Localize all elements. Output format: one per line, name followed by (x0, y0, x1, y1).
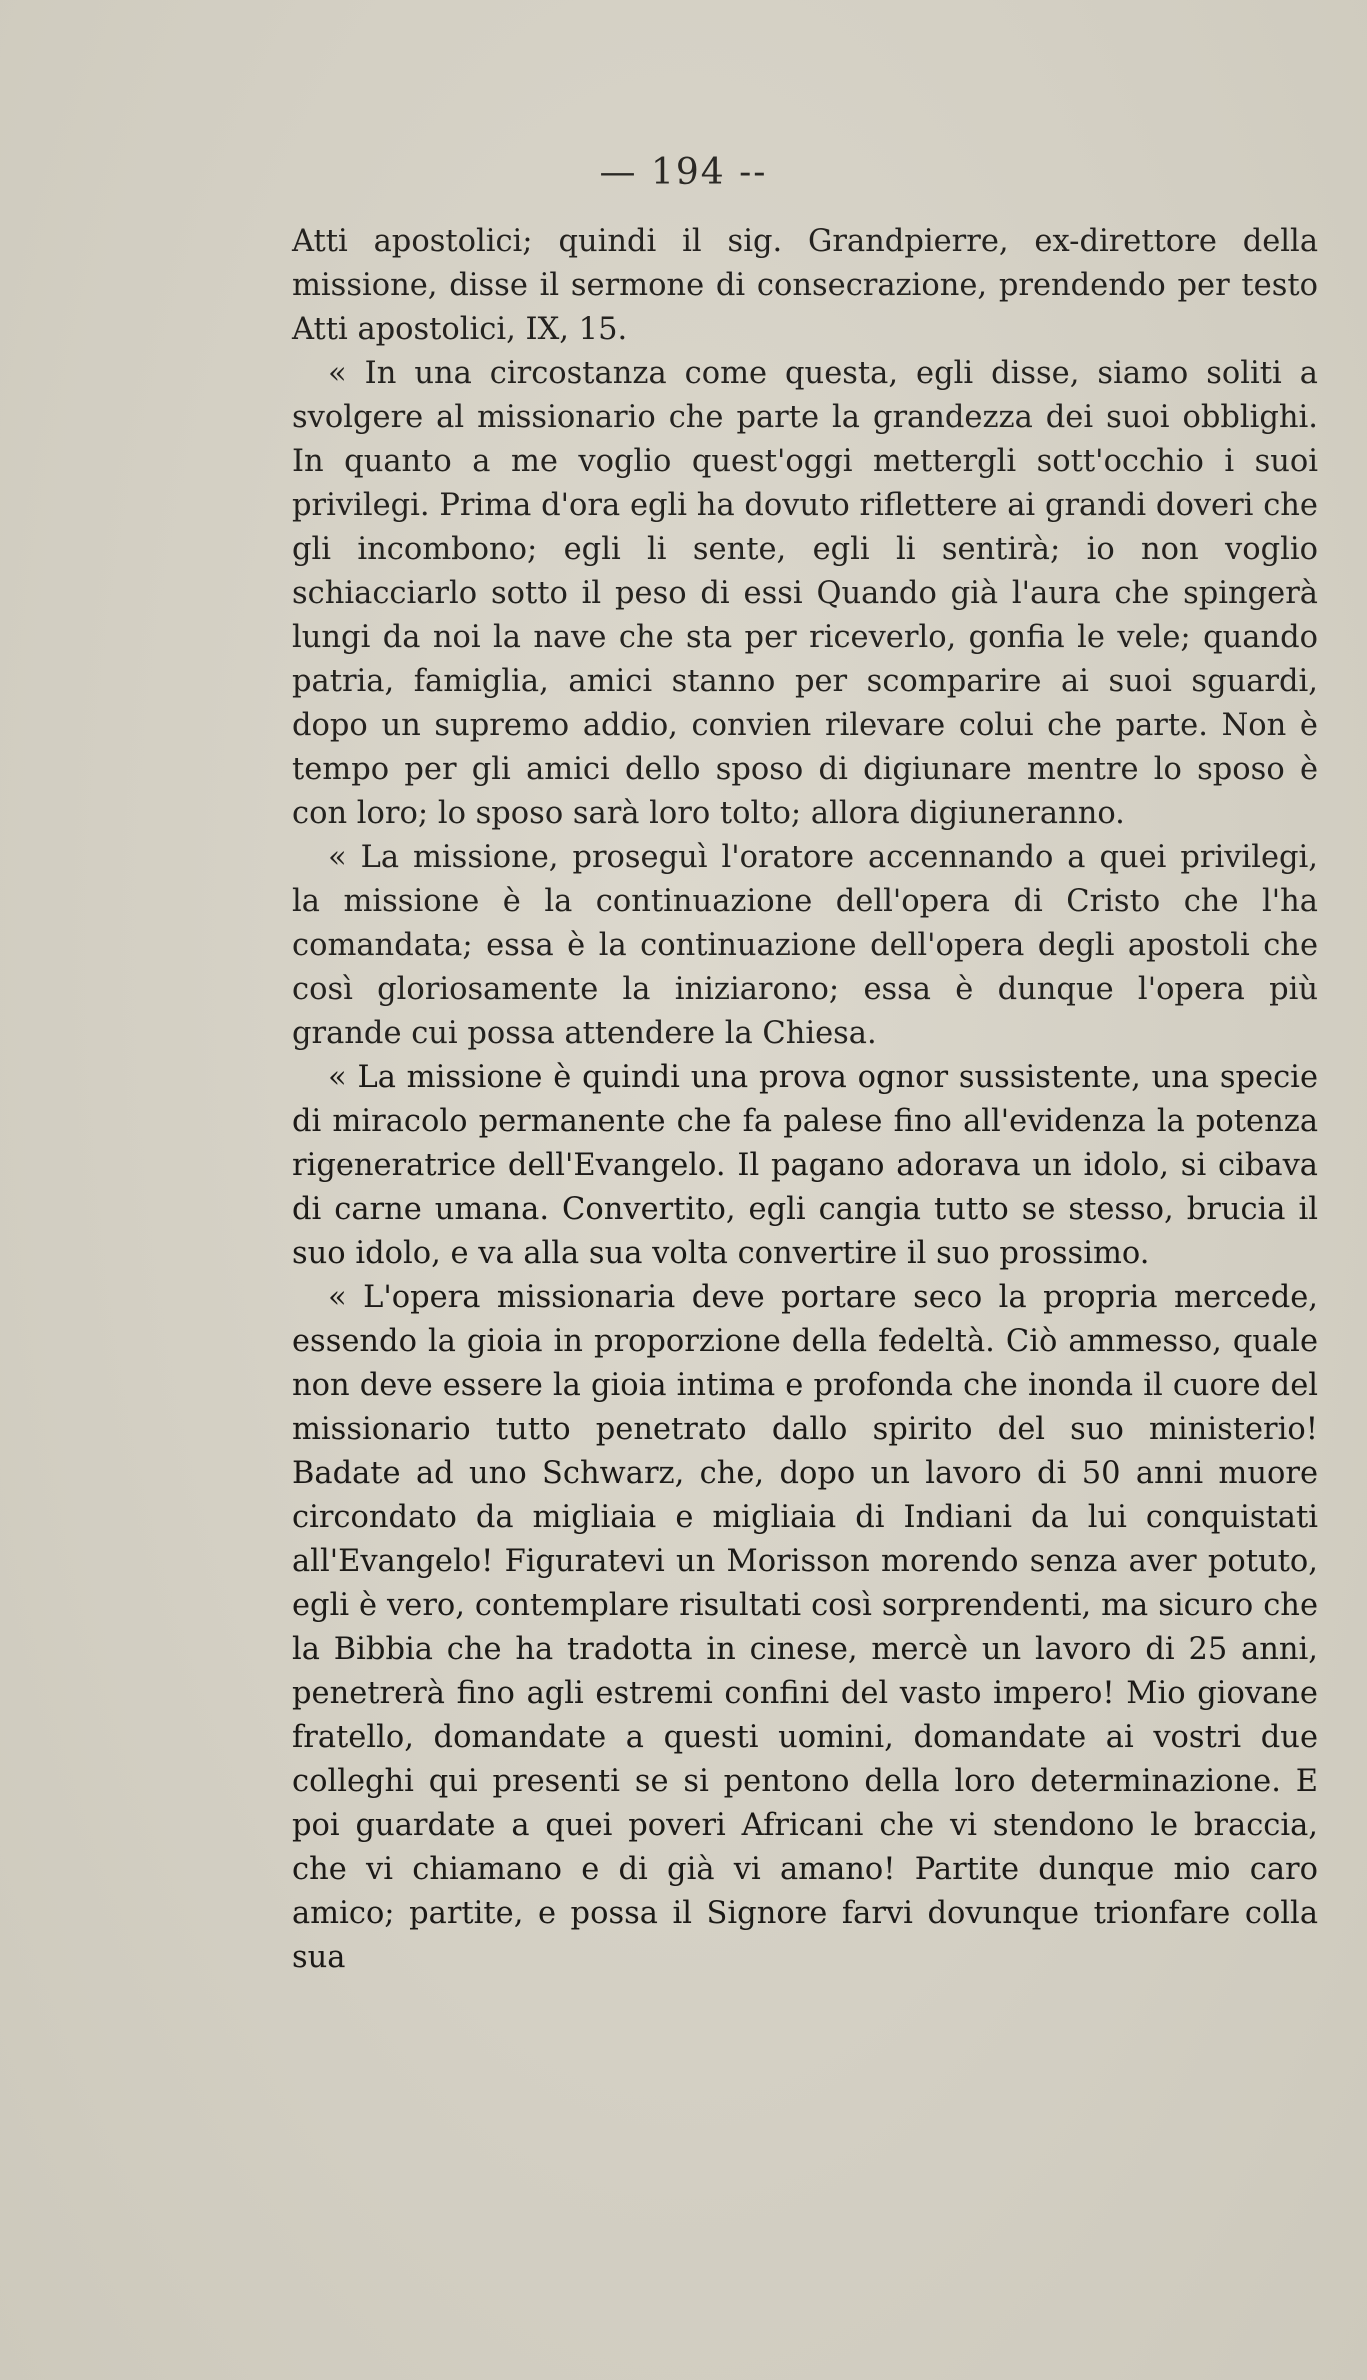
page-number: — 194 -- (599, 152, 768, 193)
paragraph-5: « L'opera missionaria deve portare seco la propria mercede, essendo la gioia in proporzione della fedeltà. Ciò ammesso, quale non deve essere la gioia intima e profonda che inonda il cuore del missionario tutto penetrato dallo spirito del suo ministerio! Badate ad uno Schwarz, che, dopo un lavoro di 50 anni muore circondato da migliaia e migliaia di Indiani da lui conquistati all'Evangelo! Figuratevi un Morisson morendo senza aver potuto, egli è vero, contemplare risultati così sorprendenti, ma sicuro che la Bibbia che ha tradotta in cinese, mercè un lavoro di 25 anni, penetrerà fino agli estremi confini del vasto impero! Mio giovane fratello, domandate a questi uomini, domandate ai vostri due colleghi qui presenti se si pentono della loro determinazione. E poi guardate a quei poveri Africani che vi stendono le braccia, che vi chiamano e di già vi amano! Partite dunque mio caro amico; partite, e possa il Signore farvi dovunque trionfare colla sua (292, 1280, 1318, 1975)
paragraph-4: « La missione è quindi una prova ognor sussistente, una specie di miracolo permanente che fa palese fino all'evidenza la potenza rigeneratrice dell'Evangelo. Il pagano adorava un idolo, si cibava di carne umana. Convertito, egli cangia tutto se stesso, brucia il suo idolo, e va alla sua volta convertire il suo prossimo. (292, 1060, 1318, 1271)
paragraph-3: « La missione, proseguì l'oratore accennando a quei privilegi, la missione è la continuazione dell'opera di Cristo che l'ha comandata; essa è la continuazione dell'opera degli apostoli che così gloriosamente la iniziarono; essa è dunque l'opera più grande cui possa attendere la Chiesa. (292, 840, 1318, 1051)
body-text (292, 220, 1318, 1980)
paragraph-2: « In una circostanza come questa, egli disse, siamo soliti a svolgere al missionario che parte la grandezza dei suoi obblighi. In quanto a me voglio quest'oggi mettergli sott'occhio i suoi privilegi. Prima d'ora egli ha dovuto riflettere ai grandi doveri che gli incombono; egli li sente, egli li sentirà; io non voglio schiacciarlo sotto il peso di essi Quando già l'aura che spingerà lungi da noi la nave che sta per riceverlo, gonfia le vele; quando patria, famiglia, amici stanno per scomparire ai suoi sguardi, dopo un supremo addio, convien rilevare colui che parte. Non è tempo per gli amici dello sposo di digiunare mentre lo sposo è con loro; lo sposo sarà loro tolto; allora digiuneranno. (292, 356, 1318, 831)
paragraph-1: Atti apostolici; quindi il sig. Grandpierre, ex-direttore della missione, disse il sermone di consecrazione, prendendo per testo Atti apostolici, IX, 15. (292, 224, 1318, 347)
